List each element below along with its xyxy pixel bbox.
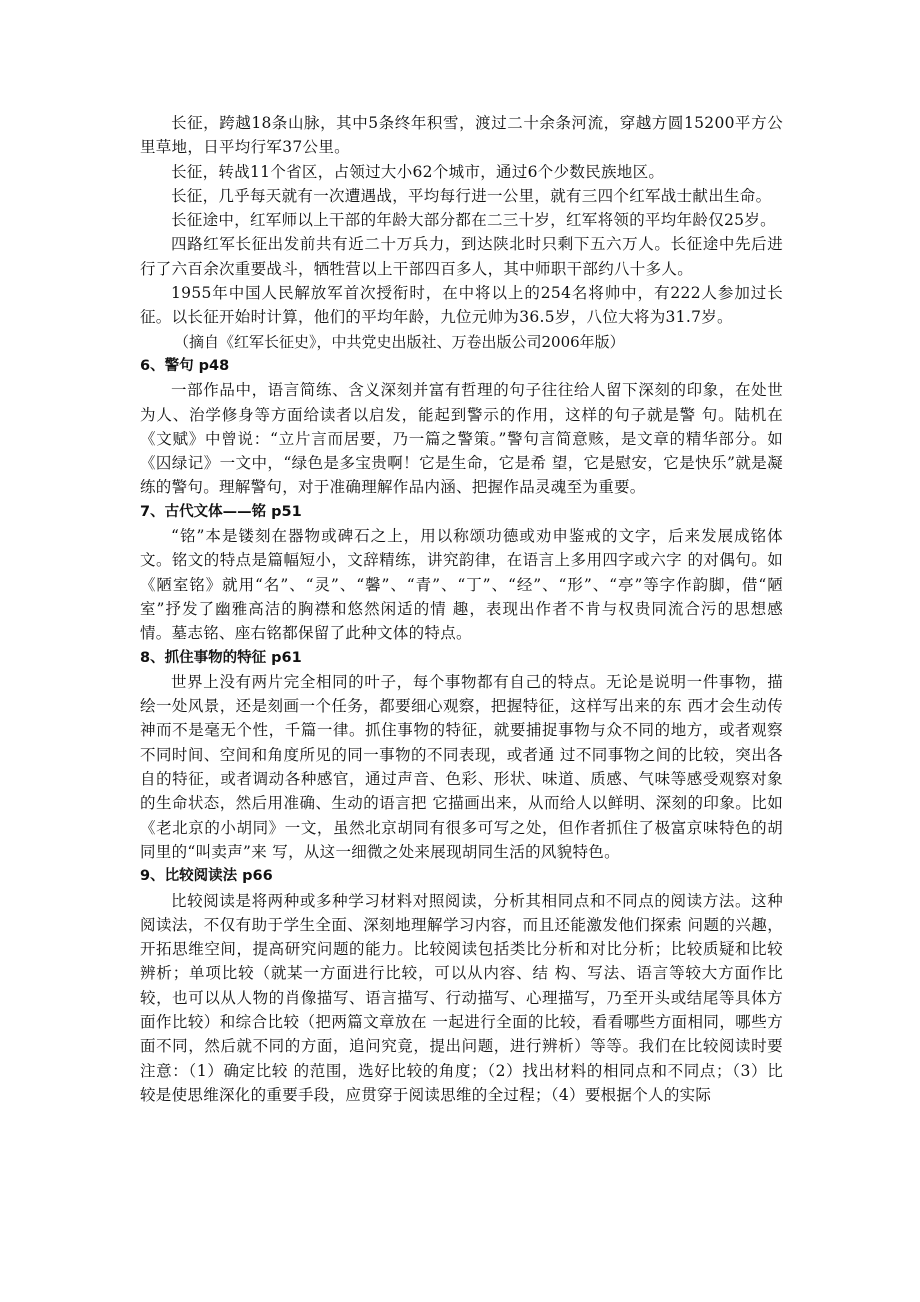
paragraph-long-march-distance: 长征，跨越18条山脉，其中5条终年积雪，渡过二十余条河流，穿越方圆15200平方公里草地，日平均行军37公里。	[140, 114, 783, 157]
section-heading-6: 6、警句 p48	[140, 357, 230, 374]
paragraph-epigram: 一部作品中，语言简练、含义深刻并富有哲理的句子往往给人留下深刻的印象，在处世为人、治学修身等方面给读者以启发，能起到警示的作用，这样的句子就是警 句。陆机在《文赋》中曾说：“立片言而居要，乃一篇之警策。”警句言简意赅，是文章的精华部分。如《囚绿记》一文中，“绿色是多宝贵啊！它是生命，它是希 望，它是慰安，它是快乐”就是凝练的警句。理解警句，对于准确理解作品内涵、把握作品灵魂至为重要。	[140, 381, 783, 497]
document-page	[140, 111, 783, 1107]
section-heading-9: 9、比较阅读法 p66	[140, 868, 273, 885]
paragraph-long-march-battles: 长征，几乎每天就有一次遭遇战，平均每行进一公里，就有三四个红军战士献出生命。	[171, 186, 772, 205]
paragraph-features: 世界上没有两片完全相同的叶子，每个事物都有自己的特点。无论是说明一件事物，描绘一处风景，还是刻画一个任务，都要细心观察，把握特征，这样写出来的东 西才会生动传神而不是毫无个性，千篇一律。抓住事物的特征，就要捕捉事物与众不同的地方，或者观察不同时间、空间和角度所见的同一事物的不同表现，或者通 过不同事物之间的比较，突出各自的特征，或者调动各种感官，通过声音、色彩、形状、味道、质感、气味等感受观察对象的生命状态，然后用准确、生动的语言把 它描画出来，从而给人以鲜明、深刻的印象。比如《老北京的小胡同》一文，虽然北京胡同有很多可写之处，但作者抓住了极富京味特色的胡同里的“叫卖声”来 写，从这一细微之处来展现胡同生活的风貌特色。	[140, 672, 783, 861]
paragraph-long-march-troops: 四路红军长征出发前共有近二十万兵力，到达陕北时只剩下五六万人。长征途中先后进行了六百余次重要战斗，牺牲营以上干部四百多人，其中师职干部约八十多人。	[140, 235, 783, 278]
paragraph-long-march-provinces: 长征，转战11个省区，占领过大小62个城市，通过6个少数民族地区。	[171, 162, 665, 181]
paragraph-comparative-reading: 比较阅读是将两种或多种学习材料对照阅读，分析其相同点和不同点的阅读方法。这种阅读法，不仅有助于学生全面、深刻地理解学习内容，而且还能激发他们探索 问题的兴趣，开拓思维空间，提高研究问题的能力。比较阅读包括类比分析和对比分析；比较质疑和比较辨析；单项比较（就某一方面进行比较，可以从内容、结 构、写法、语言等较大方面作比较，也可以从人物的肖像描写、语言描写、行动描写、心理描写，乃至开头或结尾等具体方面作比较）和综合比较（把两篇文章放在 一起进行全面的比较，看看哪些方面相同，哪些方面不同，然后就不同的方面，追问究竟，提出问题，进行辨析）等等。我们在比较阅读时要注意：（1）确定比较 的范围，选好比较的角度；（2）找出材料的相同点和不同点；（3）比较是使思维深化的重要手段，应贯穿于阅读思维的全过程；（4）要根据个人的实际	[140, 891, 783, 1104]
paragraph-1955-ranks: 1955年中国人民解放军首次授衔时，在中将以上的254名将帅中，有222人参加过长征。以长征开始时计算，他们的平均年龄，九位元帅为36.5岁，八位大将为31.7岁。	[140, 284, 783, 327]
source-citation: （摘自《红军长征史》，中共党史出版社、万卷出版公司2006年版）	[174, 332, 625, 351]
section-heading-7: 7、古代文体——铭 p51	[140, 503, 302, 520]
section-heading-8: 8、抓住事物的特征 p61	[140, 649, 302, 666]
paragraph-inscription: “铭”本是镂刻在器物或碑石之上，用以称颂功德或劝申鉴戒的文字，后来发展成铭体文。铭文的特点是篇幅短小，文辞精练，讲究韵律，在语言上多用四字或六字 的对偶句。如《陋室铭》就用“名”、“灵”、“馨”、“青”、“丁”、“经”、“形”、“亭”等字作韵脚，借“陋室”抒发了幽雅高洁的胸襟和悠然闲适的情 趣，表现出作者不肯与权贵同流合污的思想感情。墓志铭、座右铭都保留了此种文体的特点。	[140, 527, 783, 643]
paragraph-long-march-ages: 长征途中，红军师以上干部的年龄大部分都在二三十岁，红军将领的平均年龄仅25岁。	[171, 211, 776, 230]
